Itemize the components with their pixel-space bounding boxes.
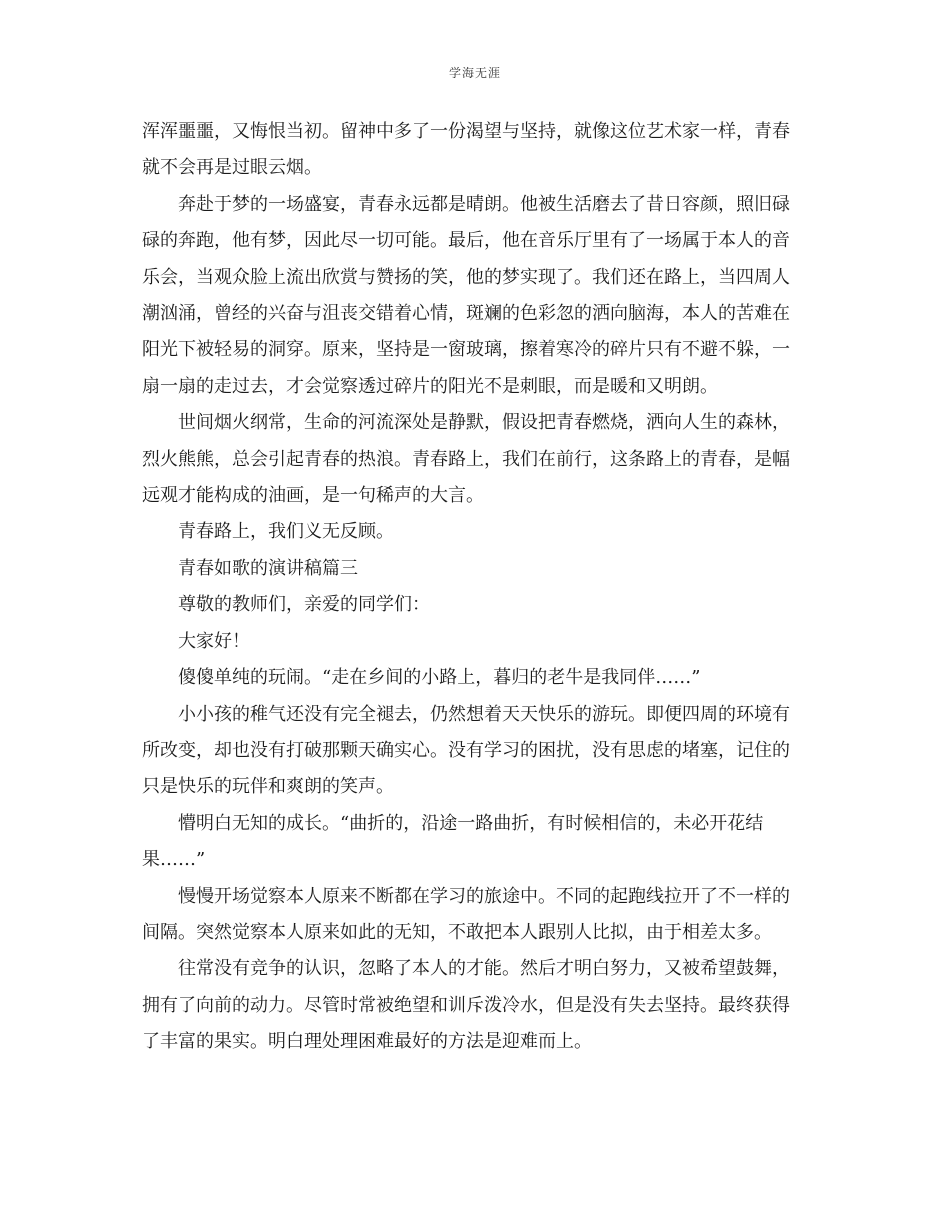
paragraph-8: 傻傻单纯的玩闹。“走在乡间的小路上，暮归的老牛是我同伴……”	[178, 667, 701, 689]
paragraph-4: 青春路上，我们义无反顾。	[178, 521, 394, 543]
paragraph-2: 奔赴于梦的一场盛宴，青春永远都是晴朗。他被生活磨去了昔日容颜，照旧碌碌的奔跑，他有梦，因此尽一切可能。最后，他在音乐厅里有了一场属于本人的音乐会，当观众脸上流出欣赏与赞扬的笑，他的梦实现了。我们还在路上，当四周人潮汹涌，曾经的兴奋与沮丧交错着心情，斑斓的色彩忽的洒向脑海，本人的苦难在阳光下被轻易的洞穿。原来，坚持是一窗玻璃，擦着寒冷的碎片只有不避不躲，一扇一扇的走过去，才会觉察透过碎片的阳光不是刺眼，而是暖和又明朗。	[142, 193, 790, 397]
salutation: 尊敬的教师们，亲爱的同学们：	[178, 594, 430, 616]
page-header: 学海无涯	[448, 66, 501, 80]
paragraph-12: 往常没有竞争的认识，忽略了本人的才能。然后才明白努力，又被希望鼓舞，拥有了向前的动力。尽管时常被绝望和训斥泼冷水，但是没有失去坚持。最终获得了丰富的果实。明白理处理困难最好的方法是迎难而上。	[142, 958, 790, 1053]
paragraph-10: 懵明白无知的成长。“曲折的，沿途一路曲折，有时候相信的，未必开花结果……”	[142, 812, 764, 871]
document-body	[142, 114, 802, 1061]
paragraph-1: 浑浑噩噩，又悔恨当初。留神中多了一份渴望与坚持，就像这位艺术家一样，青春就不会再是过眼云烟。	[142, 121, 790, 179]
paragraph-11: 慢慢开场觉察本人原来不断都在学习的旅途中。不同的起跑线拉开了不一样的间隔。突然觉察本人原来如此的无知，不敢把本人跟别人比拟，由于相差太多。	[142, 885, 790, 943]
paragraph-3: 世间烟火纲常，生命的河流深处是静默，假设把青春燃烧，洒向人生的森林，烈火熊熊，总会引起青春的热浪。青春路上，我们在前行，这条路上的青春，是幅远观才能构成的油画，是一句稀声的大言。	[142, 412, 790, 507]
greeting: 大家好！	[178, 630, 250, 652]
paragraph-9: 小小孩的稚气还没有完全褪去，仍然想着天天快乐的游玩。即便四周的环境有所改变，却也没有打破那颗天确实心。没有学习的困扰，没有思虑的堵塞，记住的只是快乐的玩伴和爽朗的笑声。	[142, 703, 790, 798]
section-title: 青春如歌的演讲稿篇三	[178, 557, 358, 579]
